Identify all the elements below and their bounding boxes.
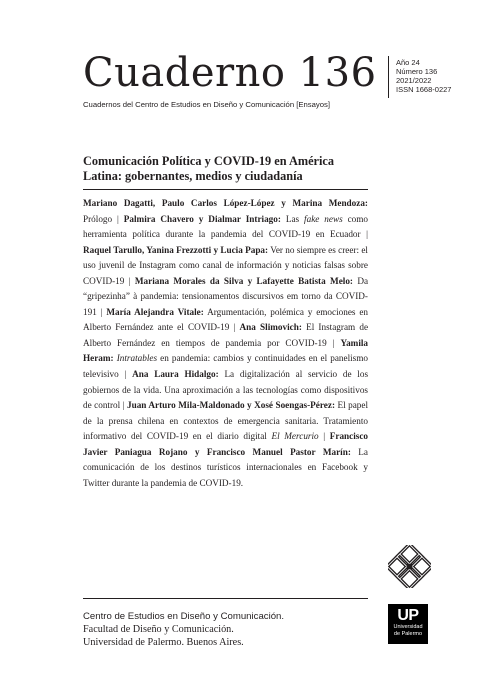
footer-divider <box>83 598 368 599</box>
entry-authors: Palmira Chavero y Dialmar Intriago: <box>123 213 281 224</box>
title-divider <box>83 189 368 190</box>
issue-date: 2021/2022 <box>396 76 432 85</box>
entry-authors: María Alejandra Vitale: <box>106 306 204 317</box>
entry-authors: Juan Arturo Mila-Maldonado y Xosé Soengas-Pérez: <box>126 400 336 411</box>
publisher-faculty: Facultad de Diseño y Comunicación. <box>83 624 234 635</box>
entry-separator: | <box>128 275 131 286</box>
journal-title: Cuaderno 136 <box>83 50 377 96</box>
entry-title-rest: en pandemia: cambios y continuidades en el panelismo televisivo <box>83 353 369 380</box>
journal-subtitle: Cuadernos del Centro de Estudios en Diseño y Comunicación [Ensayos] <box>83 100 330 109</box>
issue-year: Año 24 <box>396 58 420 67</box>
university-logo <box>388 604 428 644</box>
entry-separator: | <box>323 431 326 442</box>
up-logo-line1: Universidad <box>393 624 423 630</box>
entry-authors: Mariana Morales da Silva y Lafayette Batista Melo: <box>134 275 353 286</box>
publisher-center: Centro de Estudios en Diseño y Comunicación. <box>83 611 285 622</box>
entry-separator: | <box>117 213 119 224</box>
contents-entry <box>83 400 368 441</box>
entry-title: Argumentación, polémica y emociones en Alberto Fernández ante el COVID-19 <box>83 306 369 333</box>
entry-title: Ver no siempre es creer: el uso juvenil de Instagram como canal de información y noticias falsas sobre COVID-19 <box>83 244 368 286</box>
entry-title: La comunicación de los destinos turísticos internacionales en Facebook y Twitter durante la pandemia de COVID-19. <box>83 446 368 488</box>
issue-info <box>396 58 451 94</box>
issue-number: Número 136 <box>396 67 438 76</box>
entry-title: Las <box>285 213 300 224</box>
entry-authors: Raquel Tarullo, Yanina Frezzotti y Lucia Papa: <box>83 244 269 255</box>
entry-title: El Instagram de Alberto Fernández en tiempos de pandemia por COVID-19 <box>83 322 369 348</box>
entry-authors: Ana Laura Hidalgo: <box>132 369 219 380</box>
entry-title-rest: como herramienta política durante la pandemia del COVID-19 en Ecuador <box>83 213 368 240</box>
issue-theme-title-line1: Comunicación Política y COVID-19 en América <box>83 154 335 168</box>
masthead-divider <box>388 56 389 98</box>
entry-authors: Yamila Heram: <box>83 337 369 364</box>
entry-title: Prólogo <box>83 213 113 224</box>
entry-authors: Ana Slimovich: <box>239 322 302 333</box>
contents-entry <box>83 214 368 240</box>
issue-theme-title-line2: Latina: gobernantes, medios y ciudadanía <box>83 169 303 183</box>
entry-title: Da “gripezinha” à pandemia: tensionamentos discursivos em torno da COVID-191 <box>83 275 369 317</box>
entry-authors: Mariano Dagatti, Paulo Carlos López-López y Marina Mendoza: <box>83 198 368 208</box>
entry-separator: | <box>122 400 125 411</box>
issue-theme-title <box>83 154 373 184</box>
entry-separator: | <box>100 306 103 317</box>
up-logo-letters: UP <box>397 607 419 624</box>
entry-title: La digitalización al servicio de los gobiernos de la vida. Una aproximación a las tecnologías como dispositivos de control <box>83 369 369 411</box>
entry-separator: | <box>124 369 127 380</box>
entry-title-italic: El Mercurio <box>271 431 319 442</box>
entry-separator: | <box>332 337 335 348</box>
table-of-contents <box>83 196 368 491</box>
entry-title-italic: fake news <box>304 213 343 224</box>
publisher-university: Universidad de Palermo. Buenos Aires. <box>83 637 244 648</box>
issue-issn: ISSN 1668-0227 <box>396 85 452 94</box>
celtic-knot-logo-icon <box>388 545 431 588</box>
publisher-info <box>83 610 284 649</box>
entry-title-italic: Intratables <box>116 353 158 364</box>
up-logo-line2: de Palermo <box>393 630 423 637</box>
entry-separator: | <box>366 229 368 240</box>
entry-title: El papel de la prensa chilena en contextos de emergencia sanitaria. Tratamiento informativo del COVID-19 en el diario digital <box>83 400 369 442</box>
entry-separator: | <box>233 322 236 333</box>
entry-authors: Francisco Javier Paniagua Rojano y Francisco Manuel Pastor Marín: <box>83 431 369 457</box>
